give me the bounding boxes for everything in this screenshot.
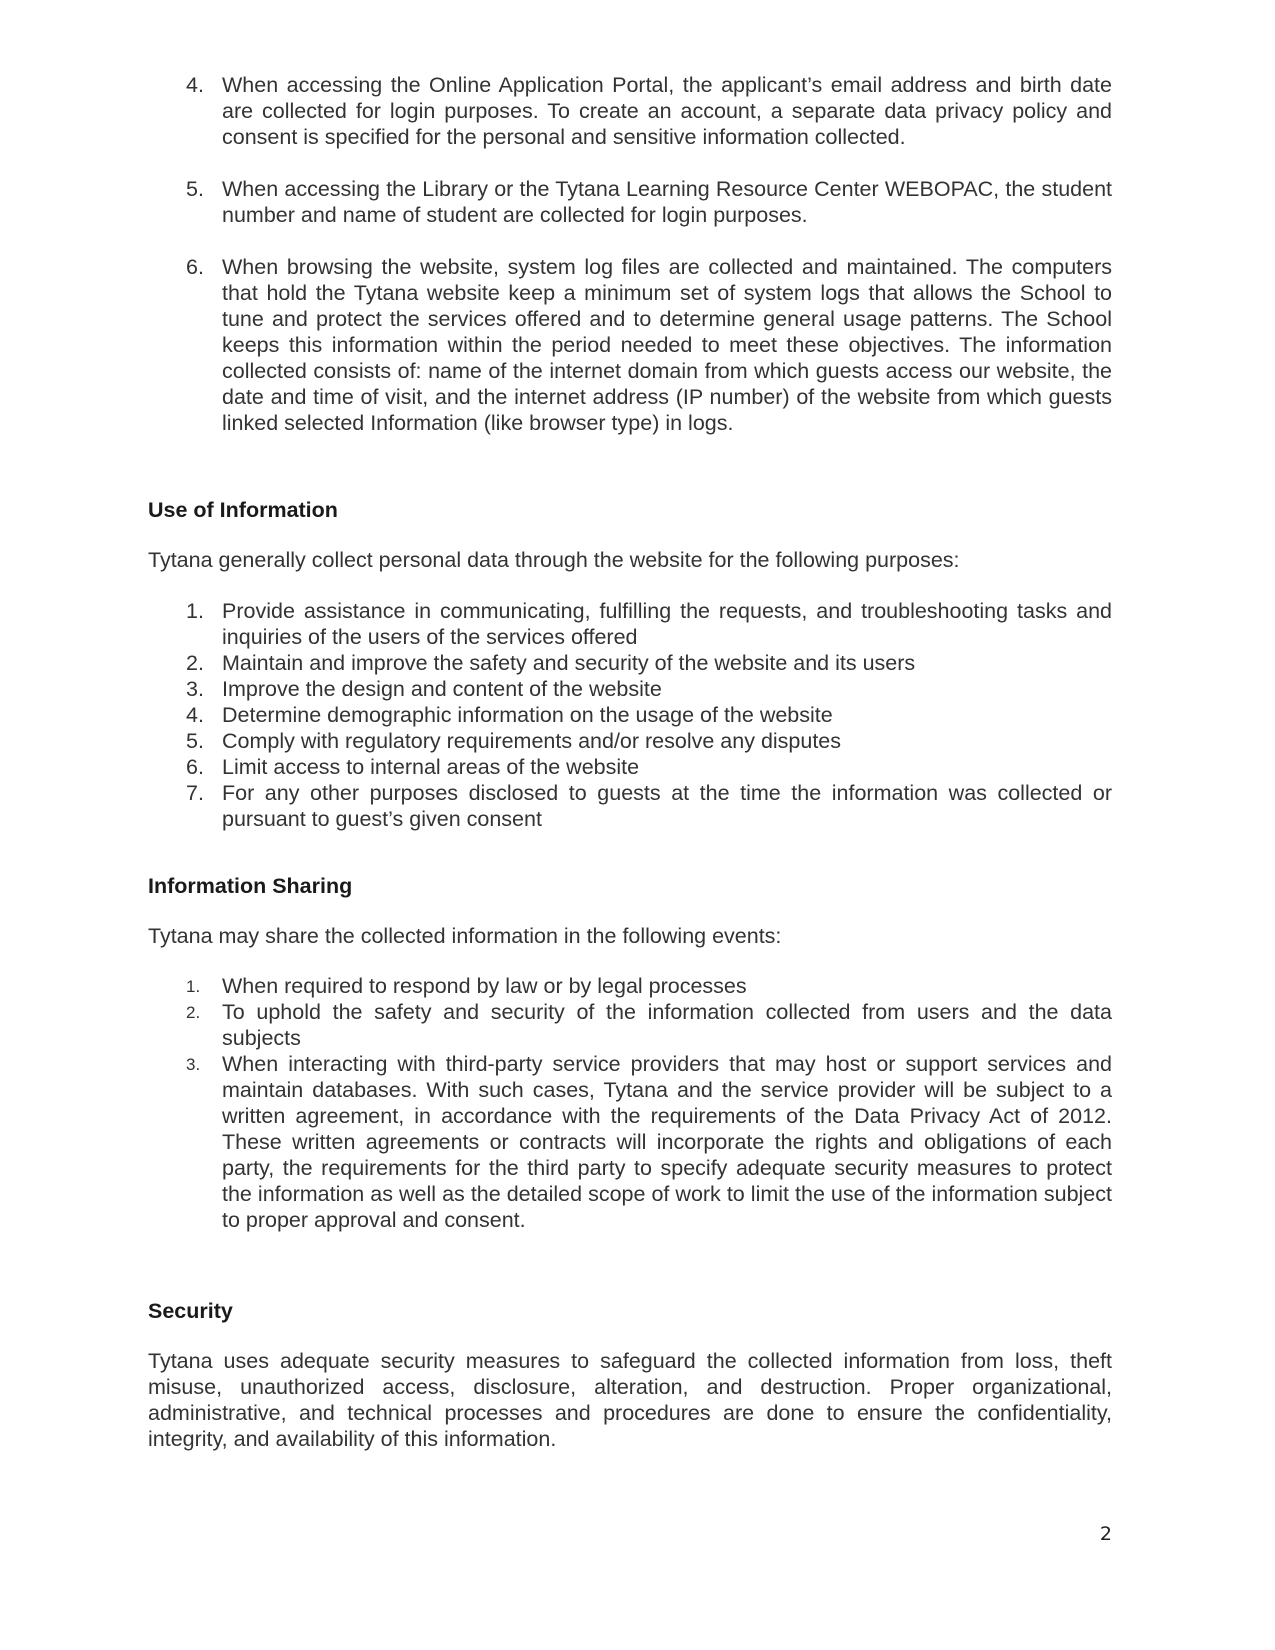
list-item (148, 1051, 1112, 1233)
list-item (148, 598, 1112, 650)
list-number: 3. (186, 1055, 201, 1074)
list-item (148, 72, 1112, 150)
list-item (148, 176, 1112, 228)
list-number: 5. (186, 729, 204, 753)
list-item (148, 999, 1112, 1051)
information-sharing-heading: Information Sharing (148, 874, 353, 898)
list-text: Maintain and improve the safety and security of the website and its users (222, 651, 916, 675)
security-body: Tytana uses adequate security measures to safeguard the collected information from loss, theft misuse, unauthorized access, disclosure, alteration, and destruction. Proper organizational, administrative, and technical processes and procedures are done to ensure the confidentiality, integrity, and availability of this information. (148, 1349, 1112, 1451)
information-sharing-intro: Tytana may share the collected information in the following events: (148, 924, 782, 948)
list-text: Provide assistance in communicating, fulfilling the requests, and troubleshooting tasks and inquiries of the users of the services offered (222, 599, 1112, 649)
list-item (148, 780, 1112, 832)
list-text: Improve the design and content of the website (222, 677, 662, 701)
list-number: 1. (186, 977, 201, 996)
collection-list (148, 72, 1112, 436)
list-number: 5. (186, 177, 204, 201)
list-item (148, 702, 1112, 728)
list-text: When accessing the Online Application Portal, the applicant’s email address and birth date are collected for login purposes. To create an account, a separate data privacy policy and consent is specified for the personal and sensitive information collected. (222, 73, 1112, 149)
list-item (148, 973, 1112, 999)
list-text: For any other purposes disclosed to guests at the time the information was collected or pursuant to guest’s given consent (222, 781, 1112, 831)
list-number: 1. (186, 599, 204, 623)
list-number: 7. (186, 781, 204, 805)
list-text: Determine demographic information on the usage of the website (222, 703, 833, 727)
information-sharing-list (148, 973, 1112, 1233)
list-number: 2. (186, 651, 204, 675)
list-text: To uphold the safety and security of the information collected from users and the data subjects (222, 1000, 1112, 1050)
list-number: 2. (186, 1003, 201, 1022)
list-text: Limit access to internal areas of the website (222, 755, 640, 779)
list-number: 6. (186, 255, 204, 279)
list-text: When accessing the Library or the Tytana Learning Resource Center WEBOPAC, the student number and name of student are collected for login purposes. (222, 177, 1112, 227)
use-of-information-intro: Tytana generally collect personal data through the website for the following purposes: (148, 548, 960, 572)
page-number: 2 (1099, 1523, 1112, 1545)
use-of-information-heading: Use of Information (148, 498, 338, 522)
list-text: Comply with regulatory requirements and/or resolve any disputes (222, 729, 842, 753)
list-item (148, 254, 1112, 436)
list-number: 3. (186, 677, 204, 701)
list-number: 6. (186, 755, 204, 779)
list-item (148, 728, 1112, 754)
list-number: 4. (186, 73, 204, 97)
list-text: When interacting with third-party service providers that may host or support services and maintain databases. With such cases, Tytana and the service provider will be subject to a written agreement, in accordance with the requirements of the Data Privacy Act of 2012. These written agreements or contracts will incorporate the rights and obligations of each party, the requirements for the third party to specify adequate security measures to protect the information as well as the detailed scope of work to limit the use of the information subject to proper approval and consent. (222, 1052, 1112, 1232)
list-item (148, 754, 1112, 780)
use-of-information-list (148, 598, 1112, 832)
security-heading: Security (148, 1299, 233, 1323)
list-text: When required to respond by law or by legal processes (222, 974, 747, 998)
list-item (148, 650, 1112, 676)
list-number: 4. (186, 703, 204, 727)
list-item (148, 676, 1112, 702)
list-text: When browsing the website, system log files are collected and maintained. The computers that hold the Tytana website keep a minimum set of system logs that allows the School to tune and protect the services offered and to determine general usage patterns. The School keeps this information within the period needed to meet these objectives. The information collected consists of: name of the internet domain from which guests access our website, the date and time of visit, and the internet address (IP number) of the website from which guests linked selected Information (like browser type) in logs. (222, 255, 1112, 435)
